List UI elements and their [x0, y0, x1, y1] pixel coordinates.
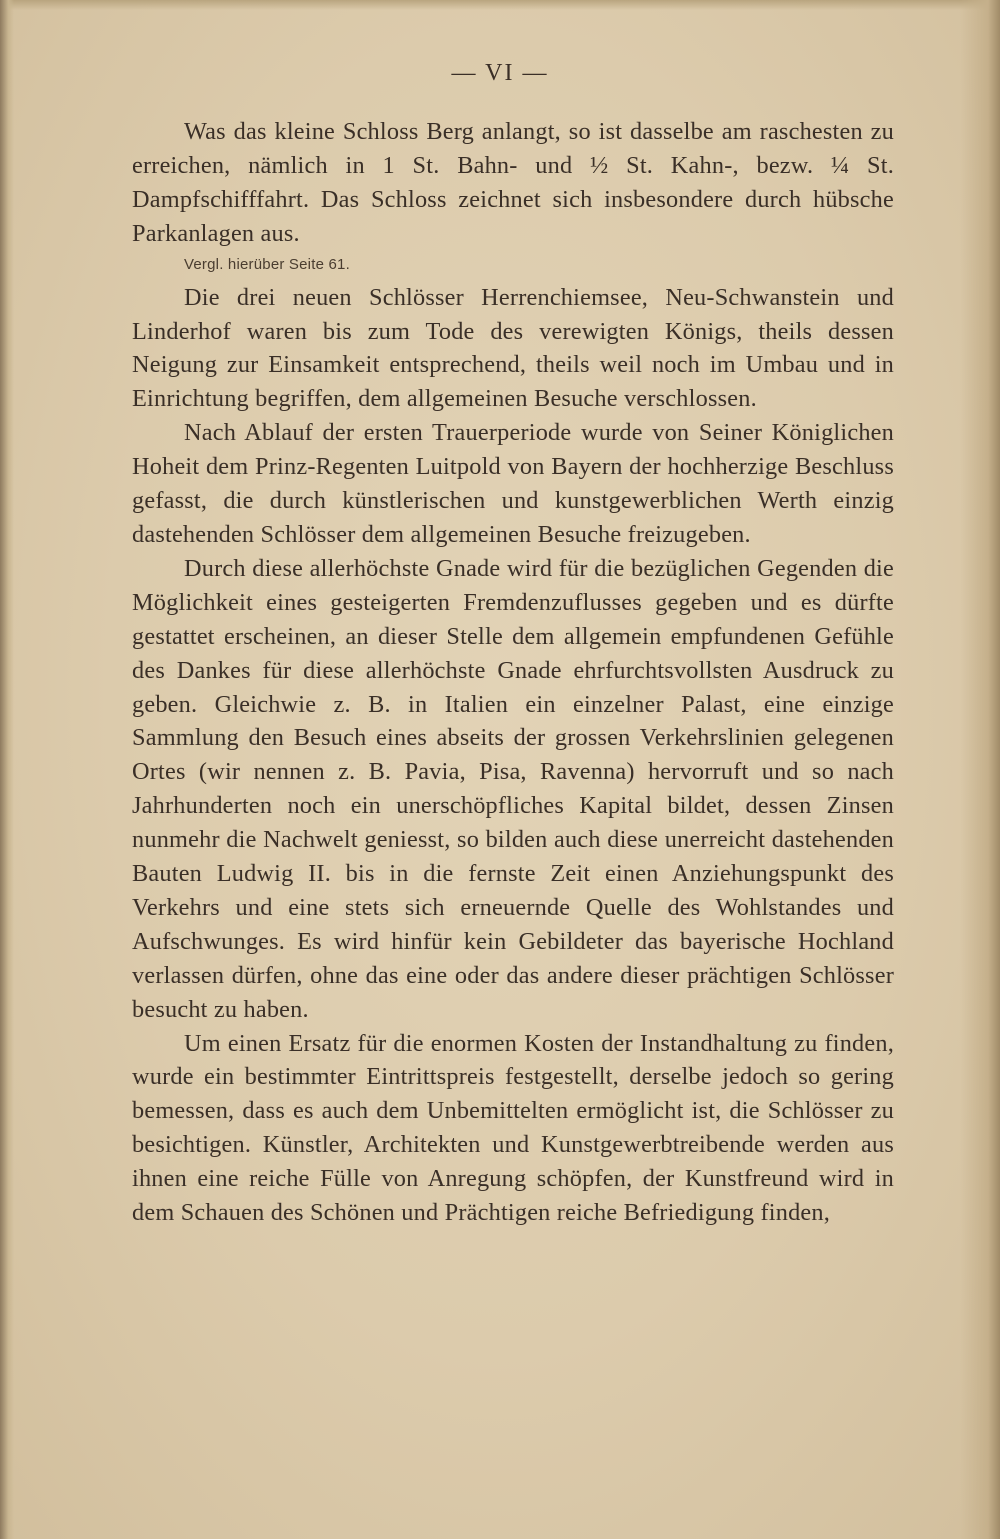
- page-top-edge: [0, 0, 1000, 10]
- body-text: [132, 115, 894, 1230]
- paragraph-drei-schloesser: Die drei neuen Schlösser Herrenchiemsee, Neu-Schwanstein und Linderhof waren bis zum Tode des verewigten Königs, theils dessen Neigung zur Einsamkeit entsprechend, theils weil noch im Umbau und in Einrichtung begriffen, dem allgemeinen Besuche verschlossen.: [132, 283, 894, 413]
- cross-reference-note: Vergl. hierüber Seite 61.: [184, 255, 350, 273]
- page-right-edge: [960, 0, 1000, 1539]
- paragraph-trauerperiode: Nach Ablauf der ersten Trauerperiode wurde von Seiner Königlichen Hoheit dem Prinz-Regenten Luitpold von Bayern der hochherzige Beschluss gefasst, die durch künstlerischen und kunstgewerblichen Werth einzig dastehenden Schlösser dem allgemeinen Besuche freizugeben.: [132, 419, 894, 548]
- page-left-edge: [0, 0, 14, 1539]
- paragraph-eintrittspreis: Um einen Ersatz für die enormen Kosten der Instandhaltung zu finden, wurde ein bestimmter Eintrittspreis festgestellt, derselbe jedoch so gering bemessen, dass es auch dem Unbemittelten ermöglicht ist, die Schlösser zu besichtigen. Künstler, Architekten und Kunstgewerbtreibende werden aus ihnen eine reiche Fülle von Anregung schöpfen, der Kunstfreund wird in dem Schauen des Schönen und Prächtigen reiche Befriedigung finden,: [132, 1029, 894, 1227]
- page-number: — VI —: [451, 60, 549, 86]
- paragraph-schloss-berg: Was das kleine Schloss Berg anlangt, so ist dasselbe am raschesten zu erreichen, nämlich in 1 St. Bahn- und ½ St. Kahn-, bezw. ¼ St. Dampfschifffahrt. Das Schloss zeichnet sich insbesondere durch hübsche Parkanlagen aus.: [132, 118, 894, 247]
- paragraph-gnade: Durch diese allerhöchste Gnade wird für die bezüglichen Gegenden die Möglichkeit eines gesteigerten Fremdenzuflusses gegeben und es dürfte gestattet erscheinen, an dieser Stelle dem allgemein empfundenen Gefühle des Dankes für diese allerhöchste Gnade ehrfurchtsvollsten Ausdruck zu geben. Gleichwie z. B. in Italien ein einzelner Palast, eine einzige Sammlung den Besuch eines abseits der grossen Verkehrslinien gelegenen Ortes (wir nennen z. B. Pavia, Pisa, Ravenna) hervorruft und so nach Jahrhunderten noch ein unerschöpfliches Kapital bildet, dessen Zinsen nunmehr die Nachwelt geniesst, so bilden auch diese unerreicht dastehenden Bauten Ludwig II. bis in die fernste Zeit einen Anziehungspunkt des Verkehrs und eine stets sich erneuernde Quelle des Wohlstandes und Aufschwunges. Es wird hinfür kein Gebildeter das bayerische Hochland verlassen dürfen, ohne das eine oder das andere dieser prächtigen Schlösser besucht zu haben.: [132, 554, 894, 1023]
